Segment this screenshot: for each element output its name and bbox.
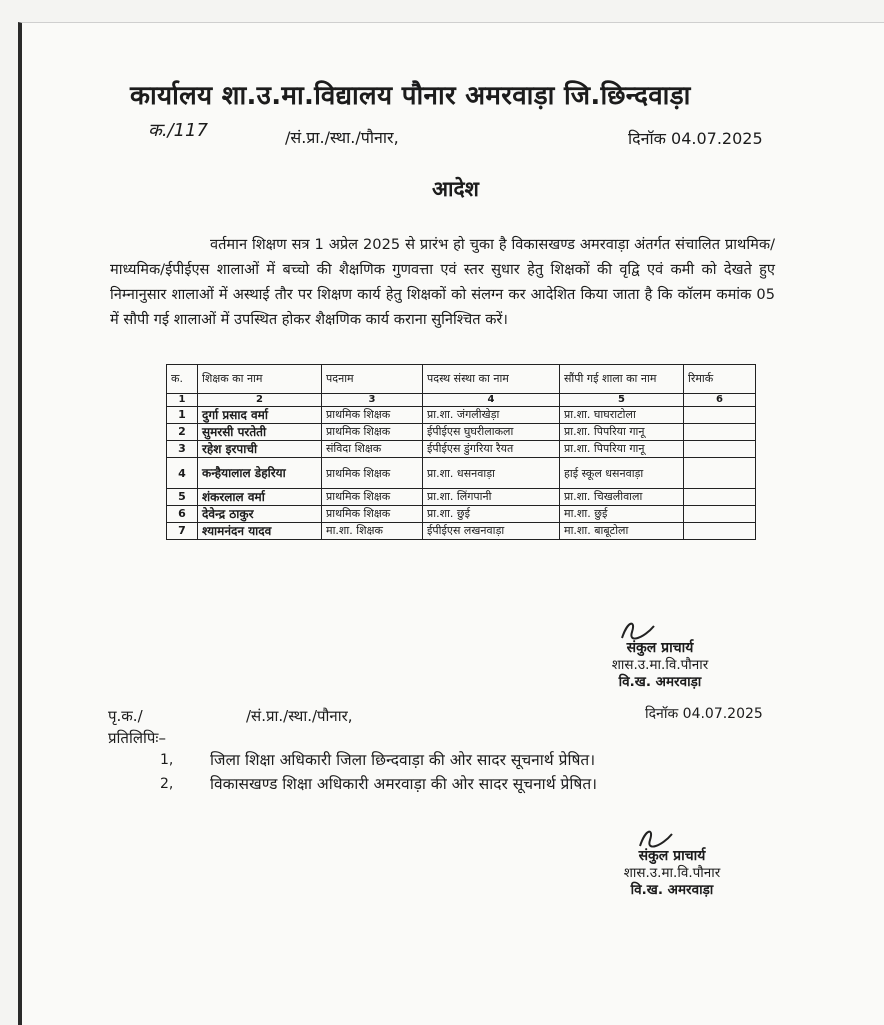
cell-assigned: प्रा.शा. पिपरिया गानू — [560, 441, 684, 458]
cell-assigned: प्रा.शा. घाघराटोला — [560, 407, 684, 424]
cell-post: प्राथमिक शिक्षक — [322, 489, 423, 506]
reference-number: क./117 — [148, 120, 208, 141]
col-number: 3 — [322, 394, 423, 407]
signature-school: शास.उ.मा.वि.पौनार — [623, 865, 721, 881]
cell-name: देवेन्द्र ठाकुर — [198, 506, 322, 523]
col-number: 2 — [198, 394, 322, 407]
cell-remark — [684, 489, 756, 506]
table-row — [167, 458, 756, 489]
signature-title: संकुल प्राचार्य — [626, 640, 694, 656]
cell-remark — [684, 523, 756, 540]
cell-posted-at: ईपीईएस डुंगरिया रैयत — [423, 441, 560, 458]
cell-name: दुर्गा प्रसाद वर्मा — [198, 407, 322, 424]
cell-posted-at: प्रा.शा. लिंगपानी — [423, 489, 560, 506]
cell-posted-at: ईपीईएस घुघरीलाकला — [423, 424, 560, 441]
order-heading: आदेश — [432, 177, 479, 201]
cell-remark — [684, 506, 756, 523]
cell-name: रहेश इरपाची — [198, 441, 322, 458]
cell-remark — [684, 458, 756, 489]
cell-assigned: हाई स्कूल धसनवाड़ा — [560, 458, 684, 489]
cell-sn: 3 — [167, 441, 198, 458]
copy-text: जिला शिक्षा अधिकारी जिला छिन्दवाड़ा की ओर सादर सूचनार्थ प्रेषित। — [210, 751, 596, 769]
signature-block-name: वि.ख. अमरवाड़ा — [618, 674, 702, 690]
cell-name: शंकरलाल वर्मा — [198, 489, 322, 506]
cell-name: श्यामनंदन यादव — [198, 523, 322, 540]
cell-sn: 5 — [167, 489, 198, 506]
column-number-row — [167, 394, 756, 407]
signature-block-name: वि.ख. अमरवाड़ा — [630, 882, 714, 898]
order-body — [110, 232, 775, 332]
table-row — [167, 424, 756, 441]
cell-remark — [684, 424, 756, 441]
table-row — [167, 506, 756, 523]
cell-assigned: प्रा.शा. चिखलीवाला — [560, 489, 684, 506]
cell-post: मा.शा. शिक्षक — [322, 523, 423, 540]
teacher-attachment-table — [166, 364, 756, 540]
cell-posted-at: प्रा.शा. छुई — [423, 506, 560, 523]
cell-sn: 4 — [167, 458, 198, 489]
cell-post: प्राथमिक शिक्षक — [322, 407, 423, 424]
col-header-posted-at: पदस्थ संस्था का नाम — [423, 365, 560, 394]
cell-assigned: मा.शा. छुई — [560, 506, 684, 523]
cell-posted-at: ईपीईएस लखनवाड़ा — [423, 523, 560, 540]
signature-title: संकुल प्राचार्य — [638, 848, 706, 864]
cell-post: प्राथमिक शिक्षक — [322, 506, 423, 523]
endorsement-ref-suffix: /सं.प्रा./स्था./पौनार, — [246, 707, 353, 725]
order-date: दिनॉक 04.07.2025 — [628, 129, 763, 148]
cell-assigned: मा.शा. बाबूटोला — [560, 523, 684, 540]
cell-posted-at: प्रा.शा. धसनवाड़ा — [423, 458, 560, 489]
order-body-text: वर्तमान शिक्षण सत्र 1 अप्रेल 2025 से प्रारंभ हो चुका है विकासखण्ड अमरवाड़ा अंतर्गत संचालित प्राथमिक/माध्यमिक/ईपीईएस शालाओं में बच्चो की शैक्षणिक गुणवत्ता एवं स्तर सुधार हेतु शिक्षकों की वृद्वि एवं कमी को देखते हुए निम्नानुसार शालाओं में अस्थाई तौर पर शिक्षण कार्य हेतु शिक्षकों को संलग्न कर आदेशित किया जाता है कि कॉलम कमांक 05 में सौपी गई शालाओं में उपस्थित होकर शैक्षणिक कार्य कराना सुनिश्चित करें। — [110, 236, 775, 328]
signature-school: शास.उ.मा.वि.पौनार — [611, 657, 709, 673]
col-number: 1 — [167, 394, 198, 407]
table-row — [167, 523, 756, 540]
col-number: 4 — [423, 394, 560, 407]
signature-mark-icon — [636, 826, 676, 850]
cell-name: सुमरसी परतेती — [198, 424, 322, 441]
cell-sn: 2 — [167, 424, 198, 441]
table-row — [167, 407, 756, 424]
cell-post: प्राथमिक शिक्षक — [322, 458, 423, 489]
cell-posted-at: प्रा.शा. जंगलीखेड़ा — [423, 407, 560, 424]
copy-text: विकासखण्ड शिक्षा अधिकारी अमरवाड़ा की ओर सादर सूचनार्थ प्रेषित। — [210, 775, 598, 793]
table-row — [167, 441, 756, 458]
copy-number: 2, — [160, 776, 174, 792]
cell-post: प्राथमिक शिक्षक — [322, 424, 423, 441]
cell-sn: 6 — [167, 506, 198, 523]
copy-header: प्रतिलिपिः– — [108, 729, 166, 747]
table-header-row — [167, 365, 756, 394]
table-row — [167, 489, 756, 506]
endorsement-date: दिनॉक 04.07.2025 — [645, 706, 763, 722]
principal-signature-block — [592, 848, 752, 899]
cell-remark — [684, 441, 756, 458]
col-number: 6 — [684, 394, 756, 407]
cell-name: कन्हैयालाल डेहरिया — [198, 458, 322, 489]
col-number: 5 — [560, 394, 684, 407]
cell-sn: 1 — [167, 407, 198, 424]
principal-signature-block — [585, 640, 735, 691]
col-header-post: पदनाम — [322, 365, 423, 394]
cell-assigned: प्रा.शा. पिपरिया गानू — [560, 424, 684, 441]
copy-number: 1, — [160, 752, 174, 768]
cell-remark — [684, 407, 756, 424]
cell-post: संविदा शिक्षक — [322, 441, 423, 458]
signature-mark-icon — [618, 618, 658, 642]
office-title: कार्यालय शा.उ.मा.विद्यालय पौनार अमरवाड़ा जि.छिन्दवाड़ा — [130, 81, 691, 111]
col-header-sn: क. — [167, 365, 198, 394]
endorsement-ref: पृ.क./ — [108, 707, 143, 725]
reference-suffix: /सं.प्रा./स्था./पौनार, — [285, 128, 399, 147]
col-header-remark: रिमार्क — [684, 365, 756, 394]
cell-sn: 7 — [167, 523, 198, 540]
col-header-assigned: सौंपी गई शाला का नाम — [560, 365, 684, 394]
col-header-name: शिक्षक का नाम — [198, 365, 322, 394]
